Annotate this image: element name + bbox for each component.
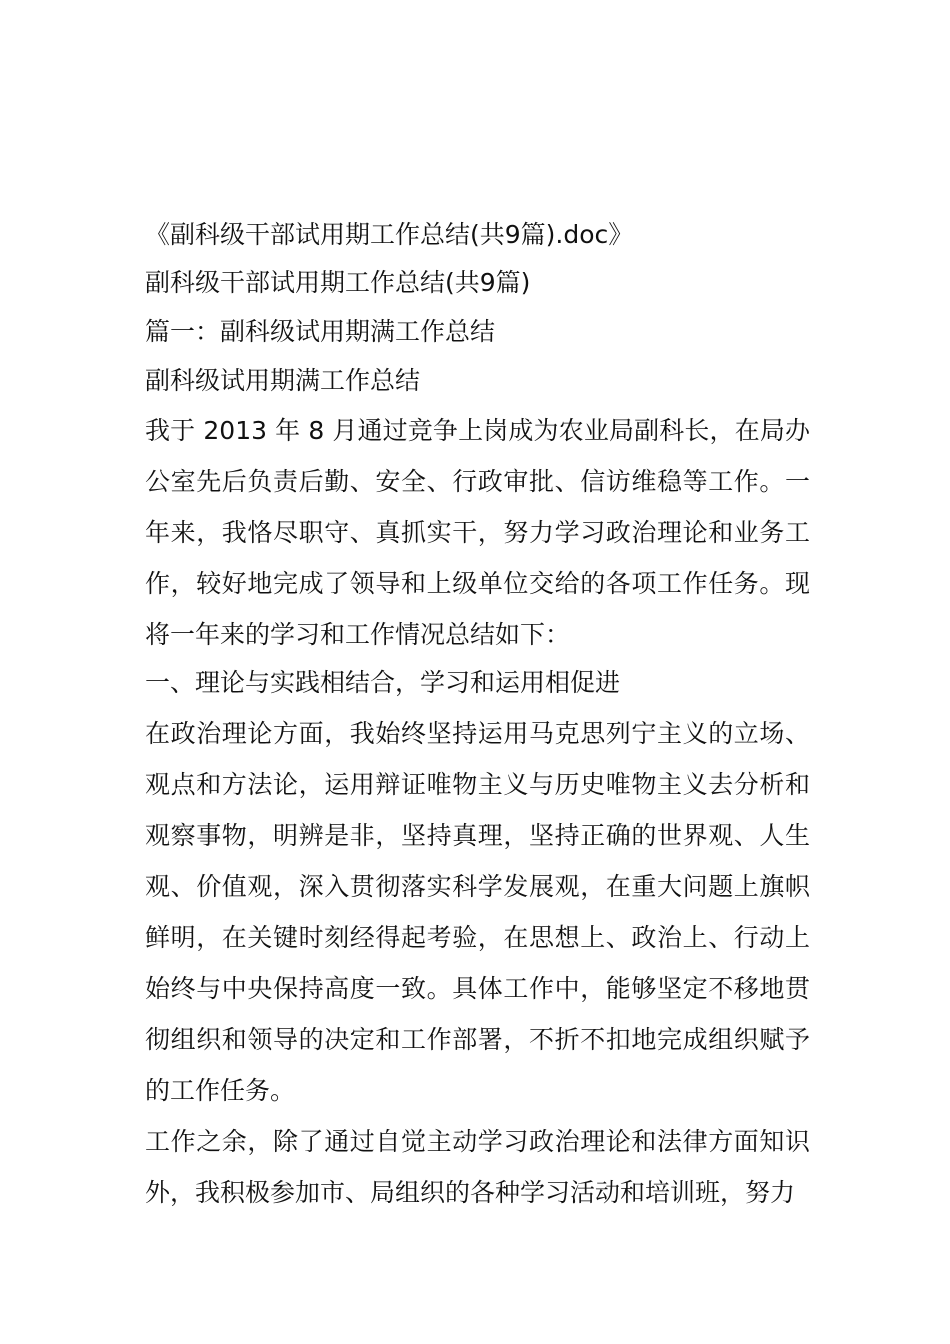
paragraph-study: 工作之余，除了通过自觉主动学习政治理论和法律方面知识外，我积极参加市、局组织的各种学习活动和培训班，努力 [145,1127,810,1207]
section-heading-1: 一、理论与实践相结合，学习和运用相促进 [145,668,621,697]
main-title: 副科级干部试用期工作总结(共9篇) [145,268,531,297]
chapter-title: 篇一：副科级试用期满工作总结 [145,317,496,346]
article-title: 副科级试用期满工作总结 [145,366,421,395]
paragraph-theory: 在政治理论方面，我始终坚持运用马克思列宁主义的立场、观点和方法论，运用辩证唯物主义与历史唯物主义去分析和观察事物，明辨是非，坚持真理，坚持正确的世界观、人生观、价值观，深入贯彻落实科学发展观，在重大问题上旗帜鲜明，在关键时刻经得起考验，在思想上、政治上、行动上始终与中央保持高度一致。具体工作中，能够坚定不移地贯彻组织和领导的决定和工作部署，不折不扣地完成组织赋予的工作任务。 [145,719,810,1105]
file-title: 《副科级干部试用期工作总结(共9篇).doc》 [145,220,634,249]
paragraph-intro: 我于 2013 年 8 月通过竞争上岗成为农业局副科长，在局办公室先后负责后勤、安全、行政审批、信访维稳等工作。一年来，我恪尽职守、真抓实干，努力学习政治理论和业务工作，较好地完成了领导和上级单位交给的各项工作任务。现将一年来的学习和工作情况总结如下： [145,416,810,649]
